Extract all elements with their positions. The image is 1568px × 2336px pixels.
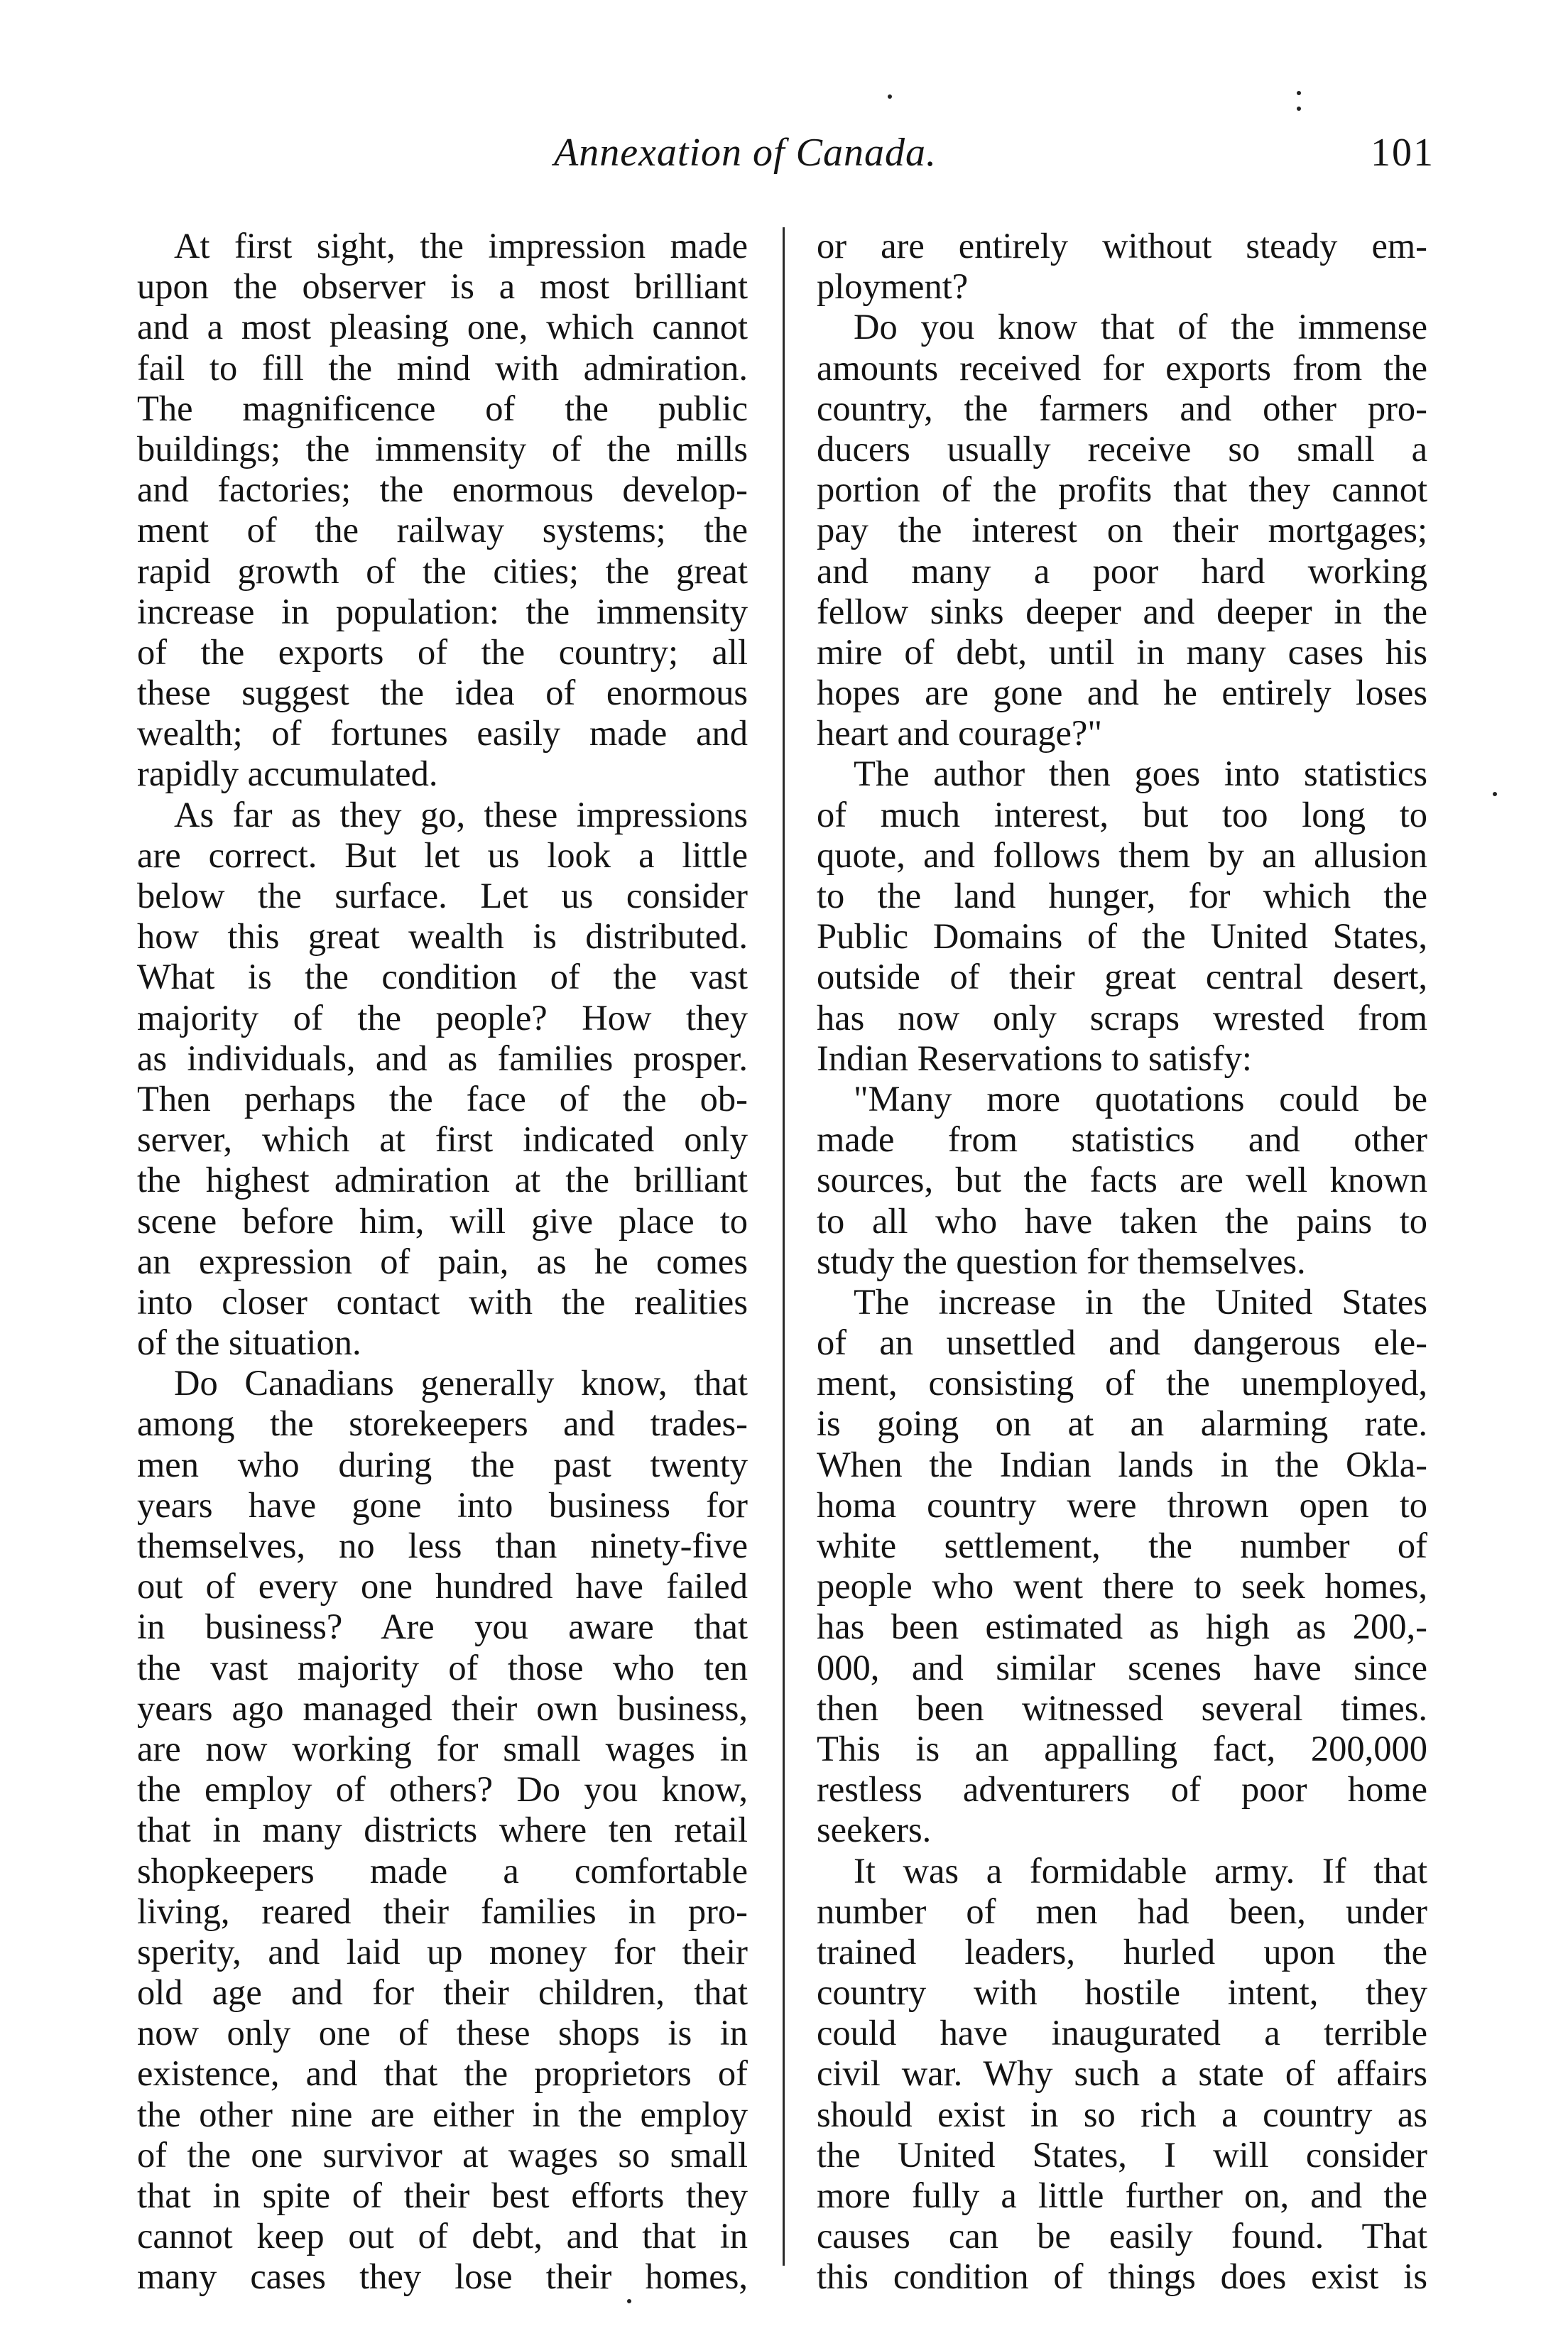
text-line: increase in population: the immensity (137, 591, 748, 631)
text-line: is going on at an alarming rate. (817, 1403, 1427, 1444)
text-line: and factories; the enormous develop- (137, 469, 748, 510)
text-line: living, reared their families in pro- (137, 1891, 748, 1931)
text-line: country, the farmers and other pro- (817, 388, 1427, 428)
text-line: scene before him, will give place to (137, 1200, 748, 1241)
text-line: shopkeepers made a comfortable (137, 1850, 748, 1891)
print-speck (1297, 91, 1301, 95)
column-divider (783, 227, 785, 2266)
text-line: has been estimated as high as 200,- (817, 1607, 1427, 1647)
text-line: to all who have taken the pains to (817, 1200, 1427, 1241)
text-line: among the storekeepers and trades- (137, 1403, 748, 1444)
text-line: of the one survivor at wages so small (137, 2134, 748, 2175)
text-line: When the Indian lands in the Okla- (817, 1444, 1427, 1484)
text-line: the other nine are either in the employ (137, 2094, 748, 2134)
text-line: ment, consisting of the unemployed, (817, 1363, 1427, 1403)
text-line: now only one of these shops is in (137, 2013, 748, 2053)
text-line: an expression of pain, as he comes (137, 1241, 748, 1281)
text-line: heart and courage?" (817, 713, 1102, 754)
text-line: and many a poor hard working (817, 550, 1427, 591)
text-line: the employ of others? Do you know, (137, 1769, 748, 1810)
text-line: the vast majority of those who ten (137, 1647, 748, 1688)
text-line: ment of the railway systems; the (137, 510, 748, 550)
page-header (0, 130, 1568, 187)
text-line: quote, and follows them by an allusion (817, 835, 1427, 875)
right-column (817, 226, 1427, 2298)
text-line: of the exports of the country; all (137, 631, 748, 672)
text-line: existence, and that the proprietors of (137, 2053, 748, 2094)
text-line: the United States, I will consider (817, 2134, 1427, 2175)
text-line: rapidly accumulated. (137, 754, 438, 794)
text-line: number of men had been, under (817, 1891, 1427, 1931)
text-line: 000, and similar scenes have since (817, 1647, 1427, 1688)
text-line: The increase in the United States (854, 1281, 1427, 1322)
text-line: that in many districts where ten retail (137, 1810, 748, 1850)
text-line: many cases they lose their homes, (137, 2256, 748, 2297)
text-line: or are entirely without steady em- (817, 226, 1427, 266)
text-line: Indian Reservations to satisfy: (817, 1038, 1252, 1078)
text-line: country with hostile intent, they (817, 1972, 1427, 2013)
text-line: hopes are gone and he entirely loses (817, 673, 1427, 713)
running-title: Annexation of Canada. (554, 131, 937, 175)
text-line: mire of debt, until in many cases his (817, 631, 1427, 672)
print-speck (1297, 107, 1301, 111)
text-line: server, which at first indicated only (137, 1119, 748, 1160)
text-line: how this great wealth is distributed. (137, 916, 748, 957)
text-line: restless adventurers of poor home (817, 1769, 1427, 1810)
text-line: in business? Are you aware that (137, 1607, 748, 1647)
text-line: What is the condition of the vast (137, 957, 748, 997)
text-line: Do Canadians generally know, that (174, 1363, 748, 1403)
print-speck (1493, 792, 1497, 796)
left-column (137, 226, 748, 2298)
text-line: into closer contact with the realities (137, 1281, 748, 1322)
page-number: 101 (1371, 131, 1434, 175)
text-line: causes can be easily found. That (817, 2216, 1427, 2256)
text-line: wealth; of fortunes easily made and (137, 713, 748, 754)
text-line: fellow sinks deeper and deeper in the (817, 591, 1427, 631)
text-line: seekers. (817, 1810, 932, 1850)
text-line: are correct. But let us look a little (137, 835, 748, 875)
text-line: Public Domains of the United States, (817, 916, 1427, 957)
text-line: amounts received for exports from the (817, 347, 1427, 388)
text-line: should exist in so rich a country as (817, 2094, 1427, 2134)
text-line: people who went there to seek homes, (817, 1566, 1427, 1607)
text-line: portion of the profits that they cannot (817, 469, 1427, 510)
text-line: these suggest the idea of enormous (137, 673, 748, 713)
text-line: below the surface. Let us consider (137, 876, 748, 916)
text-line: of an unsettled and dangerous ele- (817, 1322, 1427, 1363)
text-line: sources, but the facts are well known (817, 1160, 1427, 1200)
text-line: pay the interest on their mortgages; (817, 510, 1427, 550)
text-line: more fully a little further on, and the (817, 2175, 1427, 2215)
text-line: this condition of things does exist is (817, 2256, 1427, 2297)
text-line: white settlement, the number of (817, 1526, 1427, 1565)
text-line: the highest admiration at the brilliant (137, 1160, 748, 1200)
text-line: The magnificence of the public (137, 388, 748, 428)
text-line: to the land hunger, for which the (817, 876, 1427, 916)
text-line: years ago managed their own business, (137, 1688, 748, 1728)
text-line: of much interest, but too long to (817, 794, 1427, 835)
text-line: that in spite of their best efforts they (137, 2175, 748, 2215)
text-line: fail to fill the mind with admiration. (137, 347, 748, 388)
text-line: This is an appalling fact, 200,000 (817, 1728, 1427, 1769)
text-line: sperity, and laid up money for their (137, 1931, 748, 1972)
text-line: At first sight, the impression made (174, 226, 748, 266)
text-line: themselves, no less than ninety-five (137, 1526, 748, 1565)
text-line: rapid growth of the cities; the great (137, 550, 748, 591)
text-line: of the situation. (137, 1322, 361, 1363)
text-line: study the question for themselves. (817, 1241, 1306, 1281)
text-line: It was a formidable army. If that (854, 1850, 1427, 1891)
text-line: years have gone into business for (137, 1484, 748, 1525)
text-line: Do you know that of the immense (854, 307, 1427, 347)
text-line: As far as they go, these impressions (174, 794, 748, 835)
text-line: ployment? (817, 266, 969, 307)
text-line: old age and for their children, that (137, 1972, 748, 2013)
text-line: could have inaugurated a terrible (817, 2013, 1427, 2053)
text-line: men who during the past twenty (137, 1444, 748, 1484)
text-line: has now only scraps wrested from (817, 997, 1427, 1038)
text-line: buildings; the immensity of the mills (137, 428, 748, 469)
text-line: upon the observer is a most brilliant (137, 266, 748, 307)
text-line: outside of their great central desert, (817, 957, 1427, 997)
text-line: majority of the people? How they (137, 997, 748, 1038)
text-line: out of every one hundred have failed (137, 1566, 748, 1607)
text-line: are now working for small wages in (137, 1728, 748, 1769)
text-line: The author then goes into statistics (854, 754, 1427, 794)
text-line: ducers usually receive so small a (817, 428, 1427, 469)
text-line: trained leaders, hurled upon the (817, 1931, 1427, 1972)
print-speck (627, 2299, 631, 2303)
text-line: civil war. Why such a state of affairs (817, 2053, 1427, 2094)
text-line: made from statistics and other (817, 1119, 1427, 1160)
text-line: cannot keep out of debt, and that in (137, 2216, 748, 2256)
text-line: "Many more quotations could be (854, 1078, 1427, 1119)
text-line: and a most pleasing one, which cannot (137, 307, 748, 347)
text-line: homa country were thrown open to (817, 1484, 1427, 1525)
print-speck (888, 94, 892, 99)
text-line: as individuals, and as families prosper. (137, 1038, 748, 1078)
text-line: then been witnessed several times. (817, 1688, 1427, 1728)
text-line: Then perhaps the face of the ob- (137, 1078, 748, 1119)
